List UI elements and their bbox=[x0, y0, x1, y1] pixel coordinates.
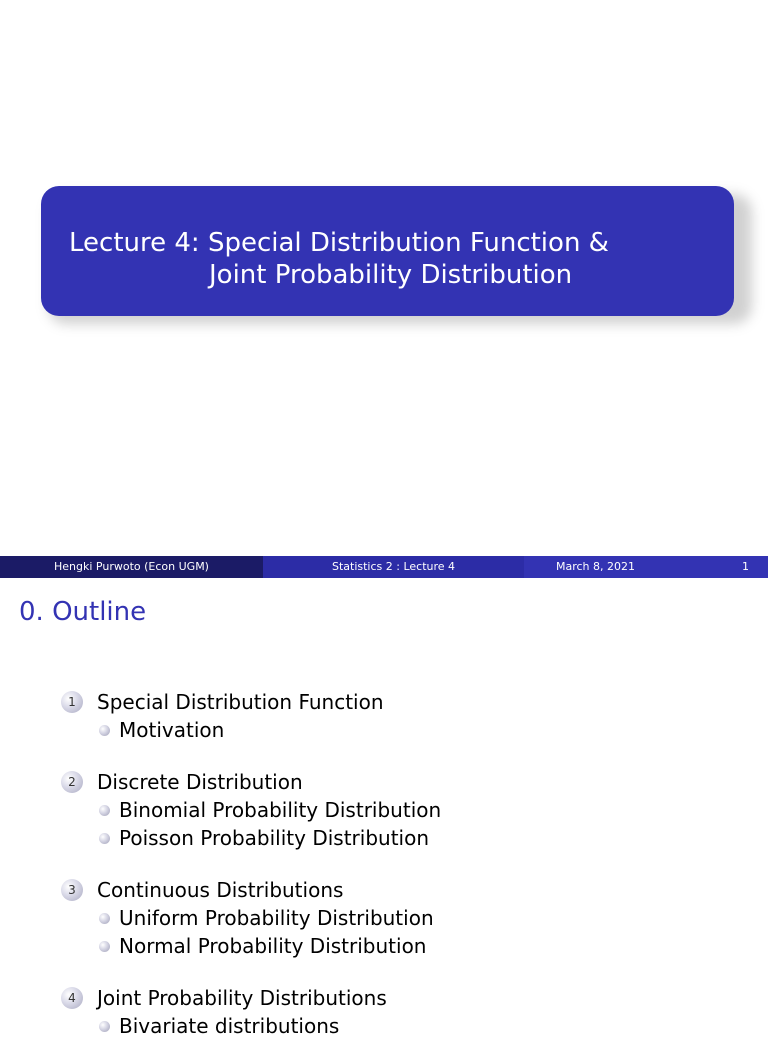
toc-section[interactable] bbox=[61, 768, 741, 852]
toc-subsection-label[interactable]: Binomial Probability Distribution bbox=[119, 798, 442, 822]
section-number-ball-icon: 4 bbox=[61, 987, 83, 1009]
footer-author: Hengki Purwoto (Econ UGM) bbox=[0, 556, 263, 578]
toc-subsection[interactable] bbox=[61, 904, 741, 932]
toc-subsection-label[interactable]: Uniform Probability Distribution bbox=[119, 906, 434, 930]
toc-section-label[interactable]: Discrete Distribution bbox=[97, 770, 303, 794]
bullet-ball-icon bbox=[99, 805, 110, 816]
bullet-ball-icon bbox=[99, 941, 110, 952]
outline-slide bbox=[0, 578, 768, 1038]
toc-section-label[interactable]: Joint Probability Distributions bbox=[97, 986, 387, 1010]
title-line-2: Joint Probability Distribution bbox=[209, 260, 573, 290]
toc-subsection[interactable] bbox=[61, 1012, 741, 1040]
toc-subsection[interactable] bbox=[61, 796, 741, 824]
section-number-ball-icon: 1 bbox=[61, 691, 83, 713]
frame-title: 0. Outline bbox=[19, 597, 147, 627]
toc-subsection[interactable] bbox=[61, 932, 741, 960]
bullet-ball-icon bbox=[99, 1021, 110, 1032]
toc-section-label[interactable]: Special Distribution Function bbox=[97, 690, 384, 714]
toc-section[interactable] bbox=[61, 876, 741, 960]
footer-title: Statistics 2 : Lecture 4 bbox=[263, 556, 524, 578]
section-number-ball-icon: 2 bbox=[61, 771, 83, 793]
toc-subsection[interactable] bbox=[61, 716, 741, 744]
footer-date: March 8, 2021 bbox=[556, 560, 636, 573]
toc-subsection-label[interactable]: Motivation bbox=[119, 718, 225, 742]
toc-subsection-label[interactable]: Normal Probability Distribution bbox=[119, 934, 427, 958]
toc-subsection-label[interactable]: Poisson Probability Distribution bbox=[119, 826, 430, 850]
table-of-contents bbox=[61, 688, 741, 1040]
toc-section-label[interactable]: Continuous Distributions bbox=[97, 878, 344, 902]
toc-subsection-label[interactable]: Bivariate distributions bbox=[119, 1014, 340, 1038]
bullet-ball-icon bbox=[99, 913, 110, 924]
toc-section[interactable] bbox=[61, 688, 741, 744]
bullet-ball-icon bbox=[99, 833, 110, 844]
slide-footer bbox=[0, 556, 768, 578]
section-number-ball-icon: 3 bbox=[61, 879, 83, 901]
footer-page-number: 1 bbox=[742, 560, 749, 573]
toc-section[interactable] bbox=[61, 984, 741, 1040]
title-line-1: Lecture 4: Special Distribution Function & bbox=[69, 228, 609, 258]
title-box bbox=[41, 186, 734, 316]
bullet-ball-icon bbox=[99, 725, 110, 736]
footer-date-page bbox=[524, 556, 768, 578]
toc-subsection[interactable] bbox=[61, 824, 741, 852]
